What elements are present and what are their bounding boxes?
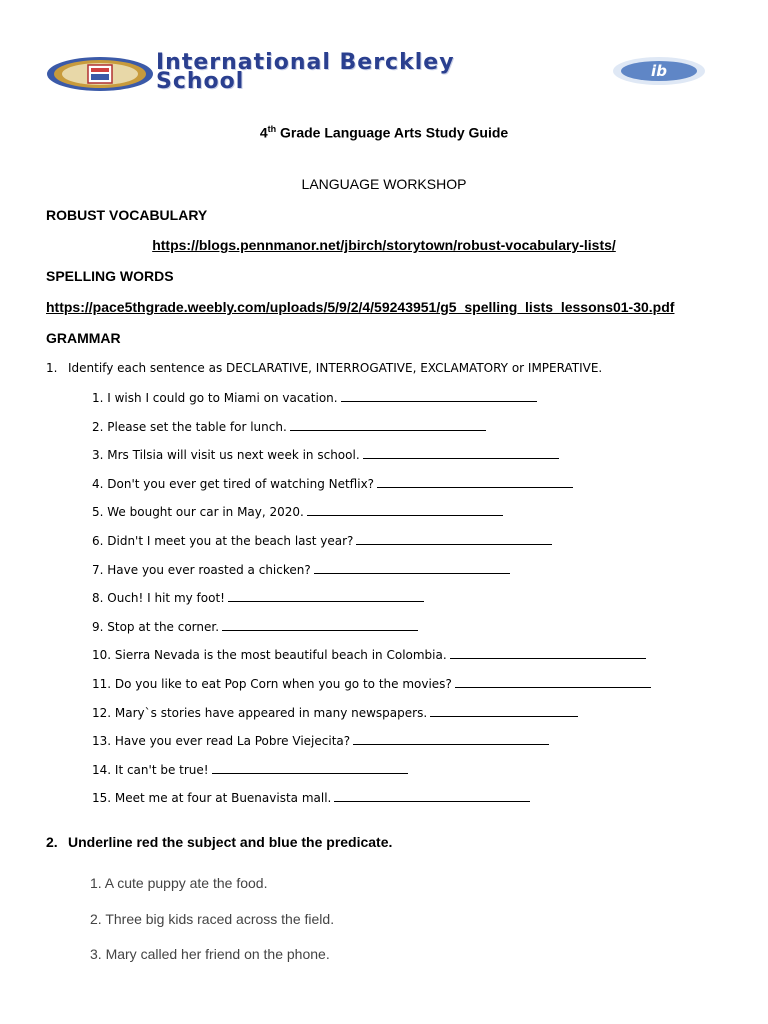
ib-logo (612, 56, 706, 86)
title-rest: Grade Language Arts Study Guide (276, 124, 509, 141)
list-item (92, 389, 651, 418)
sentence-text: 7. Have you ever roasted a chicken? (92, 562, 311, 577)
answer-blank[interactable] (228, 589, 424, 602)
sentence-text: 14. It can't be true! (92, 762, 209, 777)
page-title (0, 124, 768, 141)
school-name-line1: International Berckley (156, 50, 455, 75)
sentence-text: 1. I wish I could go to Miami on vacation. (92, 391, 338, 405)
sentence-text: 4. Don't you ever get tired of watching Netflix? (92, 476, 375, 491)
sentence-text: 10. Sierra Nevada is the most beautiful beach in Colombia. (92, 648, 447, 663)
answer-blank[interactable] (450, 646, 646, 659)
grammar-heading: GRAMMAR (46, 330, 121, 346)
list-item (92, 418, 651, 447)
sentence-text: 15. Meet me at four at Buenavista mall. (92, 791, 332, 806)
list-item (92, 589, 651, 618)
workshop-heading: LANGUAGE WORKSHOP (301, 176, 467, 192)
answer-blank[interactable] (353, 732, 549, 745)
answer-blank[interactable] (356, 532, 552, 545)
answer-blank[interactable] (334, 789, 530, 802)
list-item (92, 675, 651, 704)
list-item (92, 561, 651, 590)
list-item: 1. A cute puppy ate the food. (90, 875, 268, 891)
answer-blank[interactable] (290, 418, 486, 431)
vocabulary-link[interactable]: https://blogs.pennmanor.net/jbirch/storytown/robust-vocabulary-lists/ (152, 237, 616, 253)
answer-blank[interactable] (455, 675, 651, 688)
answer-blank[interactable] (222, 618, 418, 631)
sentence-text: 2. Please set the table for lunch. (92, 419, 287, 434)
list-item (92, 503, 651, 532)
sentence-text: 13. Have you ever read La Pobre Viejecita? (92, 734, 351, 749)
sentence-text: 8. Ouch! I hit my foot! (92, 591, 225, 606)
sentence-text: 11. Do you like to eat Pop Corn when you go to the movies? (92, 676, 452, 691)
list-item (92, 475, 651, 504)
school-header (46, 52, 706, 94)
list-item (92, 532, 651, 561)
answer-blank[interactable] (377, 475, 573, 488)
school-name-line2: School (156, 69, 245, 94)
task1-sentence-list (92, 389, 651, 818)
task1-number: 1. (46, 361, 58, 375)
list-item (92, 789, 651, 818)
task1-instruction (46, 361, 602, 375)
school-crest-logo (46, 56, 154, 92)
list-item (92, 618, 651, 647)
task2-number: 2. (46, 834, 58, 850)
list-item (92, 732, 651, 761)
sentence-text: 5. We bought our car in May, 2020. (92, 505, 304, 520)
task1-text: Identify each sentence as DECLARATIVE, INTERROGATIVE, EXCLAMATORY or IMPERATIVE. (68, 361, 603, 375)
sentence-text: 3. Mrs Tilsia will visit us next week in school. (92, 448, 360, 463)
list-item (92, 446, 651, 475)
spelling-heading: SPELLING WORDS (46, 268, 174, 284)
list-item (92, 761, 651, 790)
task2-text: Underline red the subject and blue the predicate. (68, 834, 393, 850)
task2-instruction (46, 834, 392, 850)
answer-blank[interactable] (212, 761, 408, 774)
list-item: 2. Three big kids raced across the field. (90, 910, 335, 927)
list-item (92, 646, 651, 675)
answer-blank[interactable] (307, 503, 503, 516)
list-item: 3. Mary called her friend on the phone. (90, 946, 330, 962)
sentence-text: 12. Mary`s stories have appeared in many newspapers. (92, 705, 428, 720)
vocabulary-heading: ROBUST VOCABULARY (46, 207, 208, 223)
answer-blank[interactable] (314, 561, 510, 574)
title-grade: 4 (259, 124, 268, 141)
sentence-text: 9. Stop at the corner. (92, 619, 220, 634)
answer-blank[interactable] (363, 446, 559, 459)
sentence-text: 6. Didn't I meet you at the beach last year? (92, 533, 354, 548)
answer-blank[interactable] (430, 704, 578, 717)
ib-logo-text: ib (651, 62, 667, 80)
school-name (156, 50, 455, 94)
task2-sentence-list (90, 875, 334, 982)
list-item (92, 704, 651, 733)
title-ordinal: th (267, 124, 277, 134)
answer-blank[interactable] (341, 389, 537, 402)
spelling-link[interactable]: https://pace5thgrade.weebly.com/uploads/5/9/2/4/59243951/g5_spelling_lists_lessons01-30.pdf (46, 299, 675, 315)
